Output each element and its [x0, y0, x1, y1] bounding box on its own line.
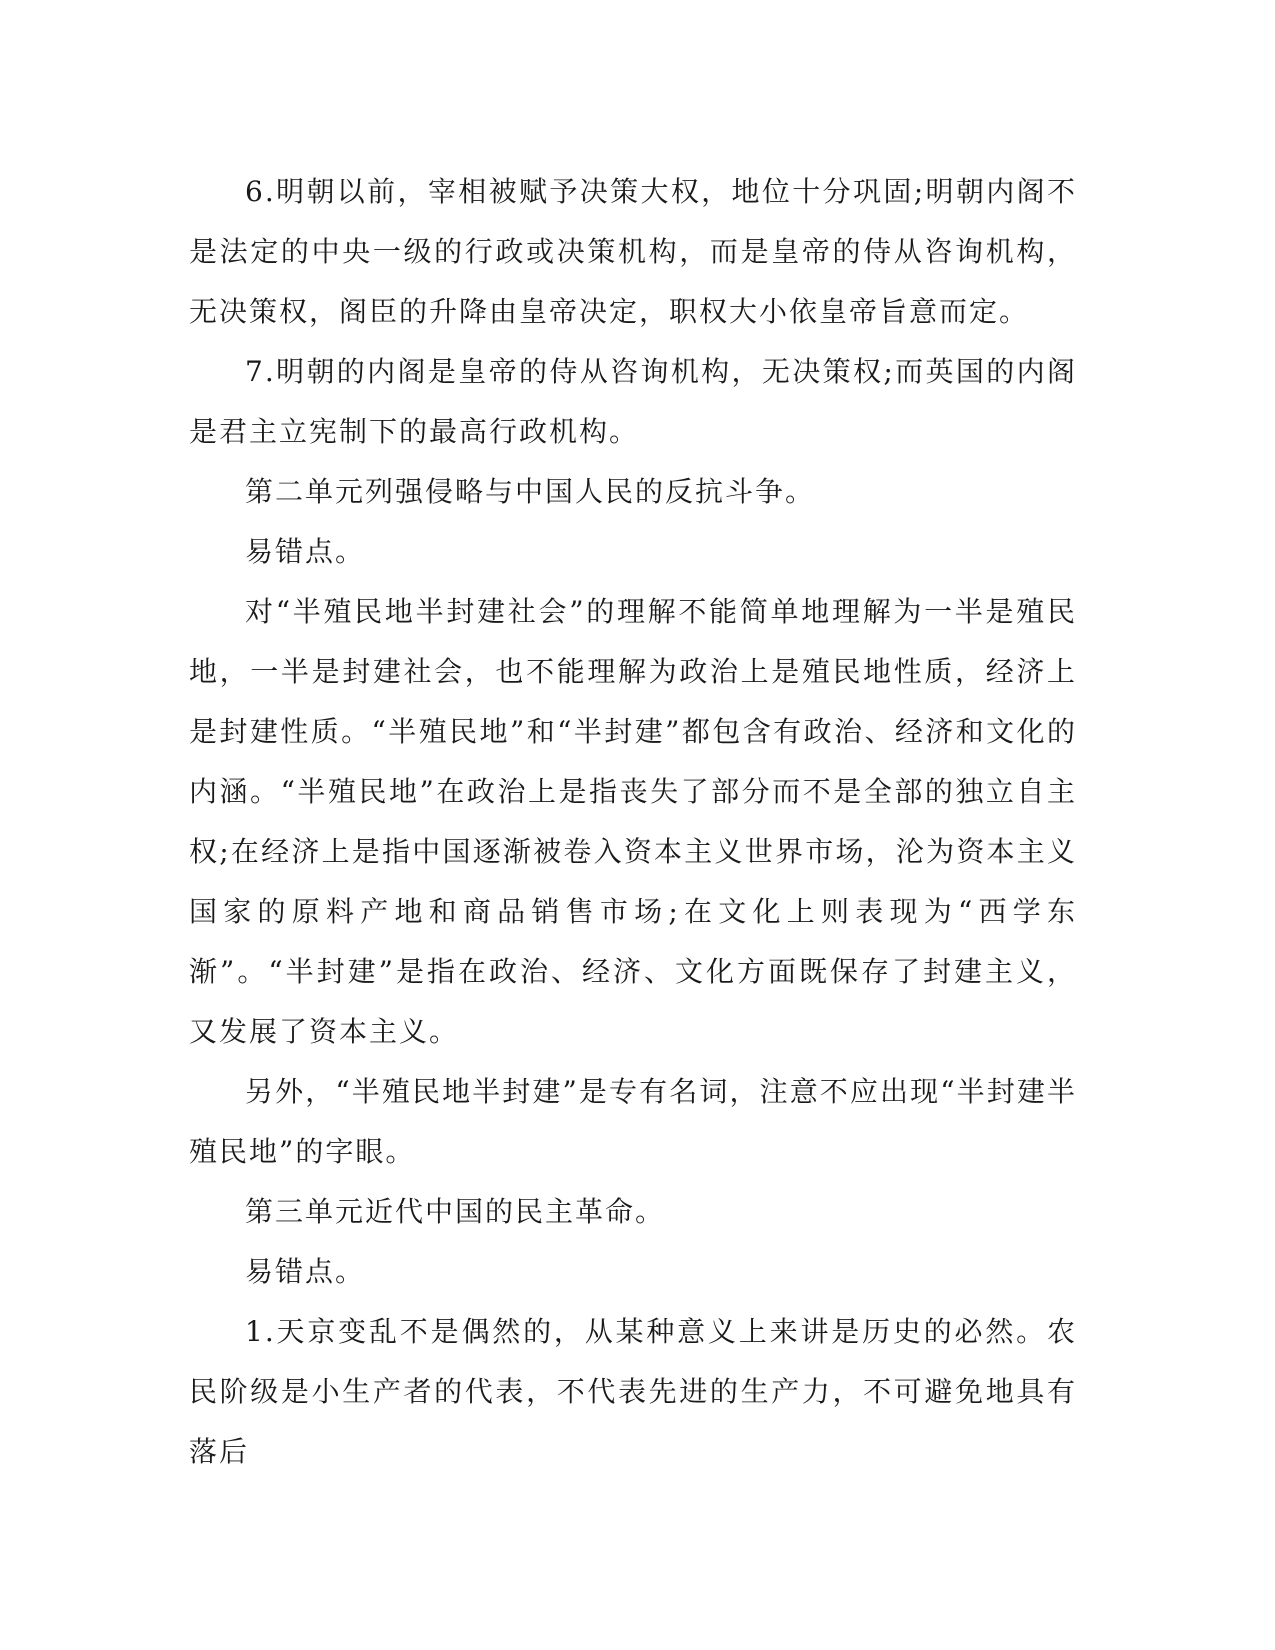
- paragraph-terminology-note: 另外，“半殖民地半封建”是专有名词，注意不应出现“半封建半殖民地”的字眼。: [189, 1075, 1077, 1168]
- paragraph-semi-colonial-semi-feudal: 对“半殖民地半封建社会”的理解不能简单地理解为一半是殖民地，一半是封建社会，也不能理解为政治上是殖民地性质，经济上是封建性质。“半殖民地”和“半封建”都包含有政治、经济和文化的内涵。“半殖民地”在政治上是指丧失了部分而不是全部的独立自主权;在经济上是指中国逐渐被卷入资本主义世界市场，沦为资本主义国家的原料产地和商品销售市场;在文化上则表现为“西学东渐”。“半封建”是指在政治、经济、文化方面既保存了封建主义，又发展了资本主义。: [189, 595, 1077, 1048]
- paragraph-ming-cabinet-vs-british: 7.明朝的内阁是皇帝的侍从咨询机构，无决策权;而英国的内阁是君主立宪制下的最高行政机构。: [189, 355, 1077, 448]
- paragraph-tianjing-incident: 1.天京变乱不是偶然的，从某种意义上来讲是历史的必然。农民阶级是小生产者的代表，不代表先进的生产力，不可避免地具有落后: [189, 1315, 1077, 1468]
- unit-two-heading: 第二单元列强侵略与中国人民的反抗斗争。: [245, 475, 816, 508]
- error-prone-points-heading: 易错点。: [245, 1255, 366, 1288]
- unit-three-heading: 第三单元近代中国的民主革命。: [245, 1195, 666, 1228]
- paragraph-ming-prime-minister: 6.明朝以前，宰相被赋予决策大权，地位十分巩固;明朝内阁不是法定的中央一级的行政或决策机构，而是皇帝的侍从咨询机构，无决策权，阁臣的升降由皇帝决定，职权大小依皇帝旨意而定。: [189, 175, 1077, 328]
- error-prone-points-heading: 易错点。: [245, 535, 366, 568]
- document-body: [189, 162, 1077, 1482]
